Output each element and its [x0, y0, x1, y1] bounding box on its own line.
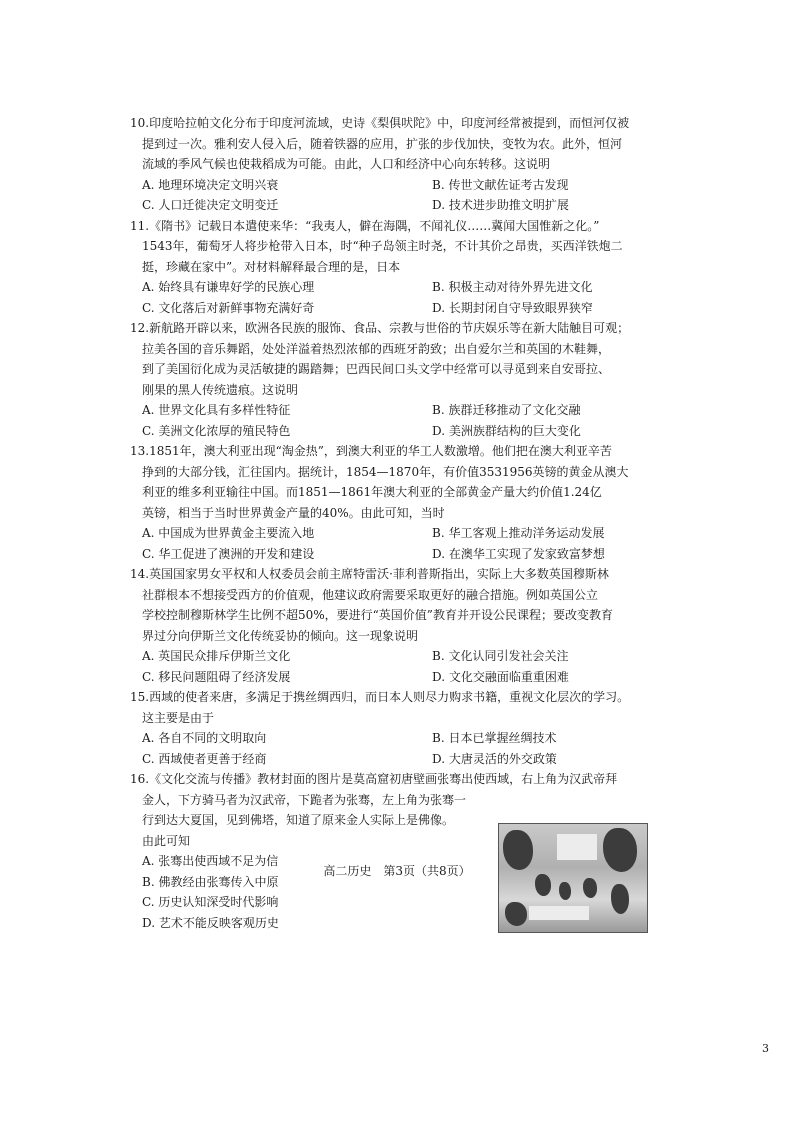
- option-d: D. 技术进步助推文明扩展: [432, 198, 569, 212]
- question-list: [130, 113, 650, 933]
- question-stem-line: 利亚的维多利亚输往中国。而1851—1861年澳大利亚的全部黄金产量大约价值1.24亿: [142, 485, 602, 499]
- question-stem-line: 金人，下方骑马者为汉武帝，下跪者为张骞，左上角为张骞一: [142, 792, 467, 807]
- question-stem-line: 10.印度哈拉帕文化分布于印度河流域，史诗《梨俱吠陀》中，印度河经常被提到，而恒河仅被: [130, 116, 630, 130]
- question-stem-line: 提到过一次。雅利安人侵入后，随着铁器的应用，扩张的步伐加快，变牧为农。此外，恒河: [142, 136, 623, 151]
- question-stem-line: 挺，珍藏在家中”。对材料解释最合理的是，日本: [142, 259, 401, 274]
- question-16: [130, 769, 650, 933]
- question-stem-line: 界过分向伊斯兰文化传统妥协的倾向。这一现象说明: [142, 628, 419, 643]
- option-d: D. 长期封闭自守导致眼界狭窄: [432, 300, 593, 315]
- option-d: D. 艺术不能反映客观历史: [142, 915, 279, 930]
- question-11: [130, 216, 650, 319]
- question-15: [130, 687, 650, 769]
- option-d: D. 文化交融面临重重困难: [432, 669, 569, 684]
- answer-options: [130, 400, 650, 441]
- page-footer: 高二历史 第3页（共8页）: [323, 864, 471, 878]
- option-a: A. 地理环境决定文明兴衰: [142, 177, 279, 192]
- option-d: D. 美洲族群结构的巨大变化: [432, 423, 581, 438]
- answer-options: [130, 175, 650, 216]
- question-10: [130, 113, 650, 216]
- option-a: A. 各自不同的文明取向: [142, 731, 267, 745]
- option-b: B. 日本已掌握丝绸技术: [432, 731, 557, 745]
- question-stem-line: 挣到的大部分钱，汇往国内。据统计，1854—1870年，有价值3531956英镑的黄金从澳大: [142, 464, 629, 479]
- question-stem-line: 行到达大夏国，见到佛塔，知道了原来金人实际上是佛像。: [142, 813, 455, 827]
- question-stem-line: 11.《隋书》记载日本遣使来华：“我夷人，僻在海隅，不闻礼仪……冀闻大国惟新之化。”: [130, 218, 600, 233]
- option-b: B. 佛教经由张骞传入中原: [142, 874, 279, 889]
- option-c: C. 西域使者更善于经商: [142, 751, 267, 766]
- question-stem-line: 12.新航路开辟以来，欧洲各民族的服饰、食品、宗教与世俗的节庆娱乐等在新大陆触目可观；: [130, 321, 630, 335]
- answer-options: [130, 277, 650, 318]
- question-stem-line: 英镑，相当于当时世界黄金产量的40%。由此可知，当时: [142, 505, 445, 520]
- option-d: D. 在澳华工实现了发家致富梦想: [432, 546, 605, 561]
- question-stem-line: 学校控制穆斯林学生比例不超50%，要进行“英国价值”教育并开设公民课程；要改变教育: [142, 608, 613, 622]
- option-b: B. 族群迁移推动了文化交融: [432, 403, 581, 417]
- question-stem-line: 15.西域的使者来唐，多满足于携丝绸西归，而日本人则尽力购求书籍，重视文化层次的学习。: [130, 690, 630, 704]
- question-13: [130, 441, 650, 564]
- option-b: B. 华工客观上推动洋务运动发展: [432, 526, 605, 540]
- question-stem-line: 1543年，葡萄牙人将步枪带入日本，时“种子岛领主时尧，不计其价之昂贵，买西洋铁炮二: [142, 239, 623, 253]
- question-stem-line: 13.1851年，澳大利亚出现“淘金热”，到澳大利亚的华工人数激增。他们把在澳大利亚辛苦: [130, 444, 612, 458]
- question-stem-line: 这主要是由于: [142, 710, 215, 725]
- question-stem-line: 14.英国国家男女平权和人权委员会前主席特雷沃·菲利普斯指出，实际上大多数英国穆斯林: [130, 567, 609, 581]
- option-a: A. 始终具有谦卑好学的民族心理: [142, 280, 315, 294]
- answer-options: [130, 523, 650, 564]
- option-a: A. 英国民众排斥伊斯兰文化: [142, 649, 291, 663]
- question-stem-line: 16.《文化交流与传播》教材封面的图片是莫高窟初唐壁画张骞出使西域，右上角为汉武帝拜: [130, 772, 618, 786]
- option-c: C. 人口迁徙决定文明变迁: [142, 198, 279, 212]
- page-number: 3: [762, 1042, 769, 1055]
- question-14: [130, 564, 650, 687]
- option-b: B. 积极主动对待外界先进文化: [432, 280, 593, 294]
- question-stem-line: 到了美国衍化成为灵活敏捷的踢踏舞；巴西民间口头文学中经常可以寻觅到来自安哥拉、: [142, 362, 611, 376]
- question-stem-line: 流域的季风气候也使栽稻成为可能。由此，人口和经济中心向东转移。这说明: [142, 157, 551, 171]
- option-c: C. 文化落后对新鲜事物充满好奇: [142, 300, 315, 315]
- option-c: C. 华工促进了澳洲的开发和建设: [142, 546, 315, 561]
- question-12: [130, 318, 650, 441]
- option-b: B. 文化认同引发社会关注: [432, 649, 569, 663]
- question-stem-line: 刚果的黑人传统遗痕。这说明: [142, 382, 299, 397]
- option-d: D. 大唐灵活的外交政策: [432, 751, 557, 766]
- option-c: C. 历史认知深受时代影响: [142, 895, 279, 909]
- answer-options: [130, 646, 650, 687]
- answer-options: [130, 728, 650, 769]
- option-a: A. 张骞出使西域不足为信: [142, 854, 279, 868]
- option-a: A. 中国成为世界黄金主要流入地: [142, 526, 315, 540]
- option-c: C. 美洲文化浓厚的殖民特色: [142, 423, 291, 438]
- option-b: B. 传世文献佐证考古发现: [432, 177, 569, 192]
- question-stem-line: 社群根本不想接受西方的价值观，他建议政府需要采取更好的融合措施。例如英国公立: [142, 587, 599, 602]
- question-stem-line: 由此可知: [142, 833, 191, 848]
- option-a: A. 世界文化具有多样性特征: [142, 403, 291, 417]
- option-c: C. 移民问题阻碍了经济发展: [142, 669, 291, 684]
- question-stem-line: 拉美各国的音乐舞蹈，处处洋溢着热烈浓郁的西班牙韵致；出自爱尔兰和英国的木鞋舞，: [142, 341, 611, 356]
